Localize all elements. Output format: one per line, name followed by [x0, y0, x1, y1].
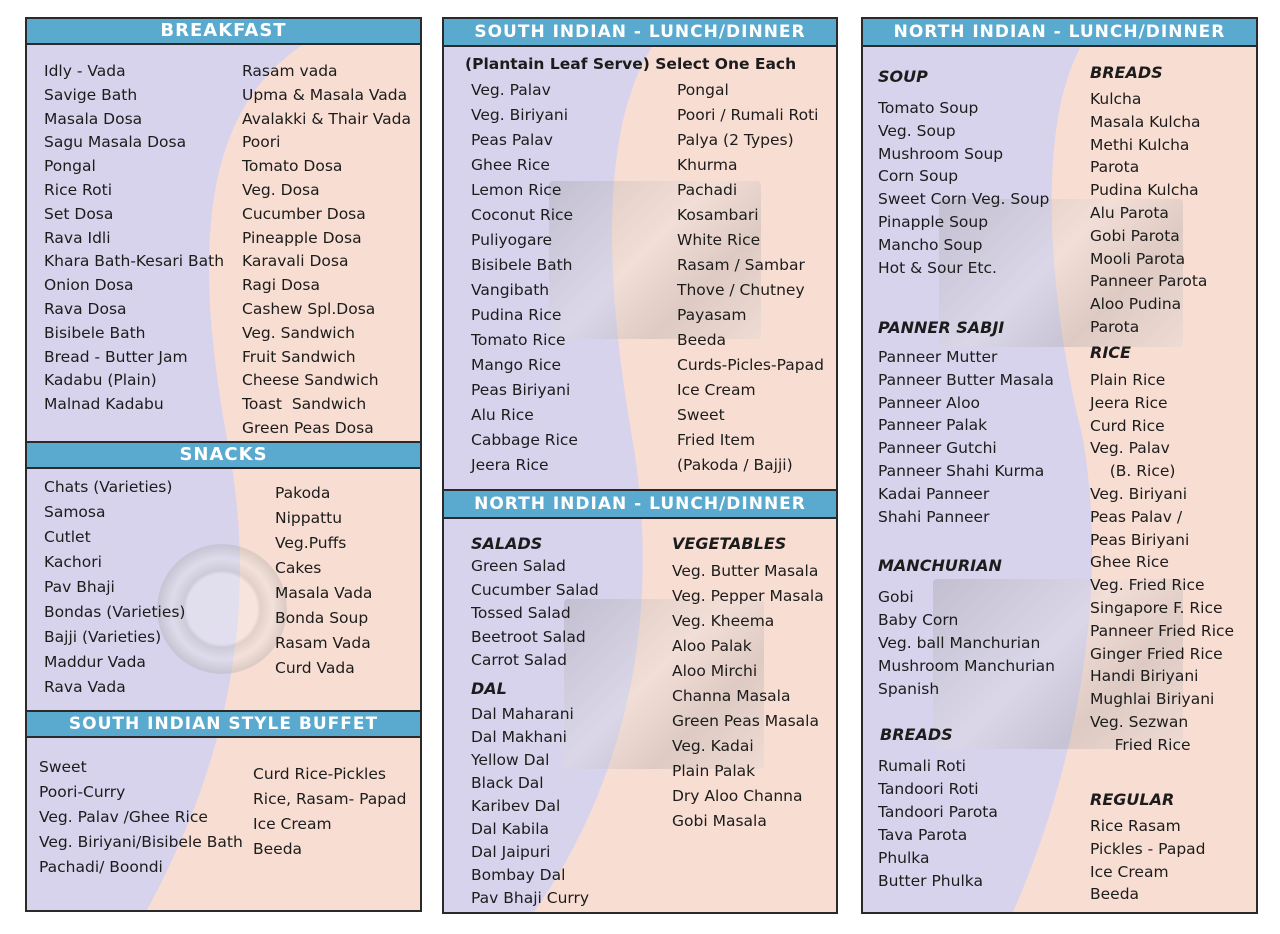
menu-item: Beetroot Salad: [471, 627, 586, 646]
menu-item: Pav Bhaji Curry: [471, 889, 590, 907]
menu-item: Parota: [1090, 317, 1140, 336]
menu-item: Coconut Rice: [471, 206, 574, 224]
menu-item: Veg. Biriyani/Bisibele Bath: [39, 833, 243, 851]
menu-item: Avalakki & Thair Vada: [242, 109, 412, 128]
menu-item: Cucumber Salad: [471, 580, 599, 599]
menu-item: Aloo Mirchi: [672, 662, 758, 680]
menu-item: Rasam vada: [242, 62, 338, 80]
menu-item: Pudina Rice: [471, 306, 562, 324]
menu-item: Black Dal: [471, 774, 544, 792]
breads-heading: BREADS: [1090, 63, 1163, 82]
dal-list: [471, 703, 589, 910]
menu-item: Onion Dosa: [44, 276, 134, 295]
menu-item: Cashew Spl.Dosa: [242, 299, 376, 318]
menu-item: Set Dosa: [44, 204, 114, 223]
menu-item: Kosambari: [677, 206, 759, 224]
menu-item: Mushroom Soup: [878, 144, 1004, 163]
menu-item: Upma & Masala Vada: [242, 85, 408, 104]
south-list-col1: [471, 78, 578, 478]
manchurian-heading: MANCHURIAN: [878, 556, 1002, 575]
vegetables-heading: VEGETABLES: [672, 534, 787, 553]
menu-item: Veg. Soup: [878, 121, 956, 140]
menu-item: Ice Cream: [1090, 862, 1169, 881]
menu-item: Gobi: [878, 588, 914, 606]
menu-item: Curd Rice-Pickles: [253, 765, 386, 783]
panel-left: [25, 17, 422, 912]
south-indian-intro: (Plantain Leaf Serve) Select One Each: [465, 55, 797, 73]
breakfast-list-col1: [44, 60, 224, 417]
menu-item: Ghee Rice: [471, 156, 550, 174]
menu-item: Malnad Kadabu: [44, 395, 164, 414]
menu-item: Beeda: [1090, 885, 1140, 904]
menu-item: Panneer Palak: [878, 416, 988, 435]
menu-item: Poori-Curry: [39, 783, 126, 801]
menu-item: Puliyogare: [471, 231, 553, 249]
menu-item: Spanish: [878, 680, 940, 698]
menu-item: Singapore F. Rice: [1090, 598, 1223, 617]
menu-item: Lemon Rice: [471, 181, 562, 199]
menu-item: Poori: [242, 133, 281, 152]
north-indian-header: NORTH INDIAN - LUNCH/DINNER: [444, 489, 836, 519]
menu-item: White Rice: [677, 231, 761, 249]
menu-item: Karavali Dosa: [242, 252, 349, 271]
menu-item: Jeera Rice: [1090, 393, 1168, 412]
vegetables-list: [672, 559, 824, 834]
menu-item: Khurma: [677, 156, 738, 174]
menu-item: Cabbage Rice: [471, 431, 578, 449]
salads-heading: SALADS: [471, 534, 543, 553]
menu-item: Green Peas Masala: [672, 712, 819, 730]
menu-item: Curds-Picles-Papad: [677, 356, 824, 374]
menu-item: Pav Bhaji: [44, 578, 115, 596]
menu-item: Masala Vada: [275, 584, 373, 602]
menu-item: Dal Makhani: [471, 728, 567, 746]
menu-item: Pudina Kulcha: [1090, 181, 1199, 200]
buffet-header: SOUTH INDIAN STYLE BUFFET: [27, 710, 420, 738]
menu-item: Plain Rice: [1090, 371, 1166, 389]
rice-list: [1090, 369, 1234, 757]
menu-item: Carrot Salad: [471, 651, 567, 669]
menu-item: Pachadi: [677, 181, 738, 199]
menu-item: Kulcha: [1090, 90, 1142, 108]
menu-item: Veg. Biriyani: [1090, 484, 1188, 503]
menu-item: Curd Rice: [1090, 416, 1165, 435]
menu-item: Butter Phulka: [878, 872, 983, 890]
menu-item: Maddur Vada: [44, 653, 146, 671]
menu-item: Dal Kabila: [471, 820, 550, 838]
menu-item: Bajji (Varieties): [44, 628, 162, 646]
menu-item: Beeda: [253, 840, 303, 858]
menu-item: Parota: [1090, 158, 1140, 177]
menu-item: Pickles - Papad: [1090, 839, 1206, 858]
menu-item: Dal Maharani: [471, 705, 574, 723]
south-indian-header: SOUTH INDIAN - LUNCH/DINNER: [444, 19, 836, 47]
menu-item: Fried Item: [677, 431, 756, 449]
menu-item: Handi Biriyani: [1090, 667, 1199, 686]
south-list-col2: [677, 78, 824, 478]
menu-item: Panneer Mutter: [878, 348, 998, 366]
menu-item: Sweet: [39, 758, 87, 776]
breakfast-header: BREAKFAST: [27, 19, 420, 45]
menu-item: Mooli Parota: [1090, 249, 1186, 268]
salads-list: [471, 555, 599, 673]
menu-item: Veg. Sezwan: [1090, 712, 1189, 731]
menu-item: Fruit Sandwich: [242, 347, 356, 366]
menu-item: Corn Soup: [878, 167, 959, 186]
menu-item: Rava Dosa: [44, 299, 127, 318]
menu-item: Rumali Roti: [878, 757, 966, 775]
menu-item: Mughlai Biriyani: [1090, 690, 1215, 709]
menu-item: Pakoda: [275, 484, 331, 502]
menu-item: Phulka: [878, 849, 930, 867]
menu-item: Bisibele Bath: [44, 323, 146, 342]
menu-item: Vangibath: [471, 281, 550, 299]
menu-item: Peas Biriyani: [1090, 530, 1190, 549]
menu-item: Pineapple Dosa: [242, 228, 362, 247]
menu-item: Tandoori Parota: [878, 803, 998, 821]
menu-item: Mango Rice: [471, 356, 562, 374]
menu-item: Masala Kulcha: [1090, 112, 1201, 131]
menu-item: Ice Cream: [677, 381, 756, 399]
menu-item: Tava Parota: [878, 826, 968, 844]
menu-item: Pongal: [677, 81, 729, 99]
menu-item: Panneer Shahi Kurma: [878, 461, 1045, 480]
menu-item: Nippattu: [275, 509, 343, 527]
menu-item: Cheese Sandwich: [242, 371, 379, 390]
menu-item: Ginger Fried Rice: [1090, 644, 1223, 663]
menu-item: Rava Vada: [44, 678, 126, 696]
menu-item: Kachori: [44, 553, 102, 571]
menu-item: Sweet: [677, 406, 725, 424]
menu-item: Yellow Dal: [471, 751, 550, 769]
menu-item: Pinapple Soup: [878, 212, 989, 231]
menu-item: Bondas (Varieties): [44, 603, 186, 621]
menu-item: Dry Aloo Channa: [672, 787, 803, 805]
panner-sabji-list: [878, 346, 1054, 528]
menu-item: Green Salad: [471, 557, 566, 575]
menu-item: Veg. Palav /Ghee Rice: [39, 808, 208, 826]
menu-item: Rasam / Sambar: [677, 256, 805, 274]
menu-item: Veg. Palav: [471, 81, 551, 99]
menu-item: Ghee Rice: [1090, 553, 1169, 572]
snacks-header: SNACKS: [27, 441, 420, 469]
north-indian-header: NORTH INDIAN - LUNCH/DINNER: [863, 19, 1256, 47]
menu-item: Methi Kulcha: [1090, 135, 1190, 154]
menu-item: Fried Rice: [1090, 735, 1191, 754]
menu-item: Aloo Palak: [672, 637, 752, 655]
menu-item: Veg. Kadai: [672, 737, 754, 755]
menu-item: Sagu Masala Dosa: [44, 133, 187, 152]
menu-item: Veg. ball Manchurian: [878, 634, 1041, 652]
menu-item: Veg. Dosa: [242, 180, 320, 199]
menu-item: Jeera Rice: [471, 456, 549, 474]
panel-middle: [442, 17, 838, 914]
menu-item: Tomato Rice: [471, 331, 566, 349]
buffet-list-col1: [39, 755, 243, 880]
menu-item: Plain Palak: [672, 762, 756, 780]
buffet-list-col2: [253, 762, 406, 862]
menu-item: Panneer Butter Masala: [878, 370, 1054, 389]
menu-item: Baby Corn: [878, 611, 959, 629]
menu-item: Aloo Pudina: [1090, 295, 1182, 314]
menu-item: Savige Bath: [44, 85, 138, 104]
menu-item: Cutlet: [44, 528, 91, 546]
menu-item: Green Peas Dosa: [242, 418, 374, 437]
panner-sabji-heading: PANNER SABJI: [878, 318, 1005, 337]
menu-item: Cakes: [275, 559, 322, 577]
snacks-list-col2: [275, 481, 372, 681]
menu-item: Sweet Corn Veg. Soup: [878, 190, 1050, 209]
menu-item: Pachadi/ Boondi: [39, 858, 163, 876]
menu-item: Panneer Parota: [1090, 272, 1208, 291]
menu-item: Alu Parota: [1090, 203, 1169, 222]
menu-item: Tossed Salad: [471, 604, 571, 622]
menu-item: Rice Rasam: [1090, 817, 1181, 835]
menu-item: Veg. Kheema: [672, 612, 775, 630]
menu-item: Khara Bath-Kesari Bath: [44, 252, 225, 271]
menu-item: Tandoori Roti: [878, 780, 979, 798]
menu-item: (Pakoda / Bajji): [677, 456, 793, 474]
menu-item: Thove / Chutney: [677, 281, 805, 299]
menu-item: Karibev Dal: [471, 797, 561, 815]
menu-item: Channa Masala: [672, 687, 791, 705]
menu-item: Chats (Varieties): [44, 478, 173, 496]
menu-item: Kadabu (Plain): [44, 371, 157, 390]
menu-item: Tomato Soup: [878, 99, 979, 117]
menu-item: Mancho Soup: [878, 235, 983, 254]
menu-item: Mushroom Manchurian: [878, 657, 1055, 675]
menu-item: Masala Dosa: [44, 109, 143, 128]
menu-item: Panneer Aloo: [878, 393, 981, 412]
menu-item: (B. Rice): [1090, 462, 1176, 481]
rice-heading: RICE: [1090, 343, 1131, 362]
menu-item: Hot & Sour Etc.: [878, 258, 997, 277]
menu-item: Peas Biriyani: [471, 381, 571, 399]
regular-heading: REGULAR: [1090, 790, 1175, 809]
menu-item: Veg. Sandwich: [242, 323, 355, 342]
menu-item: Panneer Gutchi: [878, 439, 997, 458]
menu-item: Veg. Palav: [1090, 439, 1170, 458]
dal-heading: DAL: [471, 679, 507, 698]
menu-item: Veg. Fried Rice: [1090, 576, 1205, 595]
menu-item: Panneer Fried Rice: [1090, 621, 1235, 640]
breakfast-list-col2: [242, 60, 411, 441]
soup-list: [878, 97, 1049, 279]
menu-item: Bisibele Bath: [471, 256, 573, 274]
menu-item: Gobi Masala: [672, 812, 767, 830]
menu-item: Alu Rice: [471, 406, 534, 424]
menu-item: Bonda Soup: [275, 609, 369, 627]
manchurian-list: [878, 586, 1055, 701]
menu-item: Bread - Butter Jam: [44, 347, 188, 366]
menu-item: Palya (2 Types): [677, 131, 794, 149]
menu-item: Tomato Dosa: [242, 157, 343, 176]
soup-heading: SOUP: [878, 67, 928, 86]
menu-item: Kadai Panneer: [878, 484, 990, 503]
menu-item: Veg. Butter Masala: [672, 562, 819, 580]
menu-item: Payasam: [677, 306, 747, 324]
breads-list: [1090, 88, 1207, 339]
menu-item: Peas Palav: [471, 131, 553, 149]
snacks-list-col1: [44, 475, 185, 700]
menu-item: Veg.Puffs: [275, 534, 347, 552]
menu-item: Ragi Dosa: [242, 276, 320, 295]
breads-left-heading: BREADS: [880, 725, 953, 744]
menu-item: Curd Vada: [275, 659, 355, 677]
menu-item: Veg. Biriyani: [471, 106, 569, 124]
menu-item: Dal Jaipuri: [471, 843, 551, 861]
menu-item: Pongal: [44, 157, 96, 176]
menu-item: Rice Roti: [44, 180, 113, 199]
menu-item: Ice Cream: [253, 815, 332, 833]
menu-item: Beeda: [677, 331, 727, 349]
menu-item: Shahi Panneer: [878, 507, 990, 526]
menu-item: Toast Sandwich: [242, 395, 367, 414]
menu-item: Rice, Rasam- Papad: [253, 790, 407, 808]
regular-list: [1090, 815, 1206, 906]
panel-right: [861, 17, 1258, 914]
menu-item: Peas Palav /: [1090, 507, 1183, 526]
menu-item: Rava Idli: [44, 228, 111, 247]
menu-item: Veg. Pepper Masala: [672, 587, 824, 605]
menu-item: Rasam Vada: [275, 634, 371, 652]
menu-item: Cucumber Dosa: [242, 204, 366, 223]
menu-item: Idly - Vada: [44, 62, 126, 80]
menu-item: Gobi Parota: [1090, 226, 1180, 245]
menu-item: Poori / Rumali Roti: [677, 106, 819, 124]
breads-left-list: [878, 755, 998, 893]
menu-item: Bombay Dal: [471, 866, 566, 884]
menu-item: Samosa: [44, 503, 106, 521]
